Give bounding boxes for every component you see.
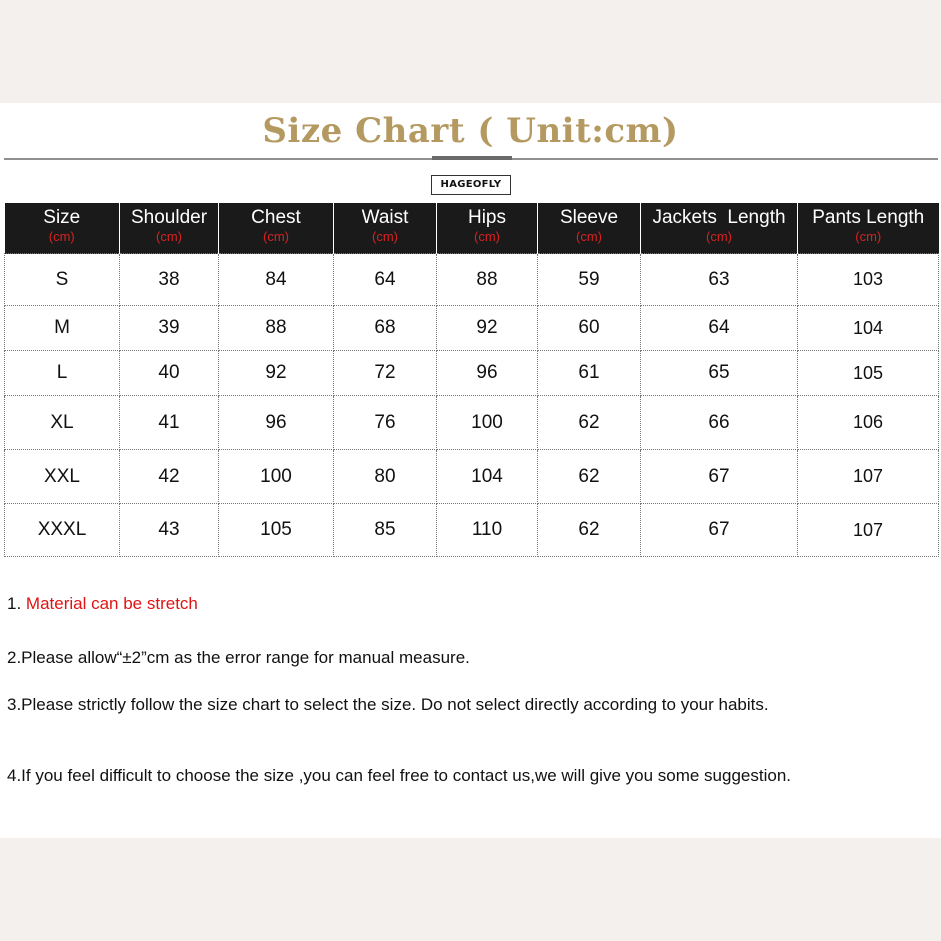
header-waist xyxy=(334,203,437,254)
header-label: Size xyxy=(43,207,81,228)
table-cell: 76 xyxy=(334,396,437,450)
table-cell: 42 xyxy=(120,450,219,504)
table-cell: 88 xyxy=(219,306,334,351)
header-unit: (cm) xyxy=(372,229,398,244)
size-chart-sheet xyxy=(0,103,941,838)
table-cell: 96 xyxy=(437,351,538,396)
table-cell: S xyxy=(5,254,120,306)
table-cell: 110 xyxy=(437,504,538,557)
table-cell: 38 xyxy=(120,254,219,306)
table-cell: 60 xyxy=(538,306,641,351)
table-cell: 62 xyxy=(538,450,641,504)
table-cell: 61 xyxy=(538,351,641,396)
table-cell: 100 xyxy=(219,450,334,504)
header-pants-length xyxy=(798,203,939,254)
note-1 xyxy=(7,592,198,616)
header-unit: (cm) xyxy=(263,229,289,244)
table-cell: 64 xyxy=(334,254,437,306)
header-unit: (cm) xyxy=(855,229,882,244)
table-cell: 105 xyxy=(219,504,334,557)
table-cell: 104 xyxy=(437,450,538,504)
header-chest xyxy=(219,203,334,254)
header-label: Shoulder xyxy=(130,207,208,228)
note-2: 2.Please allow“±2”cm as the error range for manual measure. xyxy=(7,648,470,667)
table-row xyxy=(5,504,939,557)
table-cell: 84 xyxy=(219,254,334,306)
table-cell: 104 xyxy=(798,306,939,351)
note-3: 3.Please strictly follow the size chart to select the size. Do not select directly according to your habits. xyxy=(7,695,769,714)
table-cell: XXXL xyxy=(5,504,120,557)
header-jackets-length xyxy=(641,203,798,254)
header-unit: (cm) xyxy=(156,229,182,244)
header-unit: (cm) xyxy=(474,229,500,244)
table-cell: 92 xyxy=(437,306,538,351)
size-table xyxy=(4,203,939,557)
brand-badge: HAGEOFLY xyxy=(431,175,511,195)
table-cell: 107 xyxy=(798,450,939,504)
table-cell: XXL xyxy=(5,450,120,504)
table-cell: 43 xyxy=(120,504,219,557)
header-unit: (cm) xyxy=(706,229,732,244)
table-cell: 67 xyxy=(641,450,798,504)
table-cell: L xyxy=(5,351,120,396)
table-cell: 106 xyxy=(798,396,939,450)
table-cell: 103 xyxy=(798,254,939,306)
table-cell: M xyxy=(5,306,120,351)
table-cell: 63 xyxy=(641,254,798,306)
header-unit: (cm) xyxy=(48,229,75,244)
table-cell: 100 xyxy=(437,396,538,450)
table-header-row xyxy=(5,203,939,254)
header-label: Sleeve xyxy=(559,207,619,228)
note-1-text: Material can be stretch xyxy=(25,594,198,613)
table-cell: 105 xyxy=(798,351,939,396)
table-cell: 62 xyxy=(538,396,641,450)
table-cell: 62 xyxy=(538,504,641,557)
header-label: Waist xyxy=(361,207,409,228)
table-row xyxy=(5,450,939,504)
header-label: Chest xyxy=(251,207,301,228)
table-cell: 64 xyxy=(641,306,798,351)
table-cell: 107 xyxy=(798,504,939,557)
table-cell: 39 xyxy=(120,306,219,351)
table-row xyxy=(5,254,939,306)
table-row xyxy=(5,351,939,396)
table-cell: 80 xyxy=(334,450,437,504)
header-size xyxy=(5,203,120,254)
header-sleeve xyxy=(538,203,641,254)
table-cell: XL xyxy=(5,396,120,450)
table-cell: 40 xyxy=(120,351,219,396)
header-unit: (cm) xyxy=(576,229,602,244)
table-cell: 59 xyxy=(538,254,641,306)
table-cell: 67 xyxy=(641,504,798,557)
page-title: Size Chart ( Unit:cm) xyxy=(262,111,679,151)
table-cell: 66 xyxy=(641,396,798,450)
header-hips xyxy=(437,203,538,254)
table-cell: 85 xyxy=(334,504,437,557)
table-cell: 96 xyxy=(219,396,334,450)
table-cell: 68 xyxy=(334,306,437,351)
title-divider-accent xyxy=(432,156,512,160)
table-cell: 88 xyxy=(437,254,538,306)
header-label: Hips xyxy=(467,207,506,228)
table-row xyxy=(5,396,939,450)
table-row xyxy=(5,306,939,351)
table-cell: 41 xyxy=(120,396,219,450)
table-cell: 72 xyxy=(334,351,437,396)
header-label: Pants Length xyxy=(812,207,925,228)
note-1-prefix: 1. xyxy=(7,594,26,613)
header-label: Jackets Length xyxy=(652,207,786,228)
header-shoulder xyxy=(120,203,219,254)
note-4: 4.If you feel difficult to choose the size ,you can feel free to contact us,we will give you some suggestion. xyxy=(7,766,792,785)
table-cell: 92 xyxy=(219,351,334,396)
table-cell: 65 xyxy=(641,351,798,396)
